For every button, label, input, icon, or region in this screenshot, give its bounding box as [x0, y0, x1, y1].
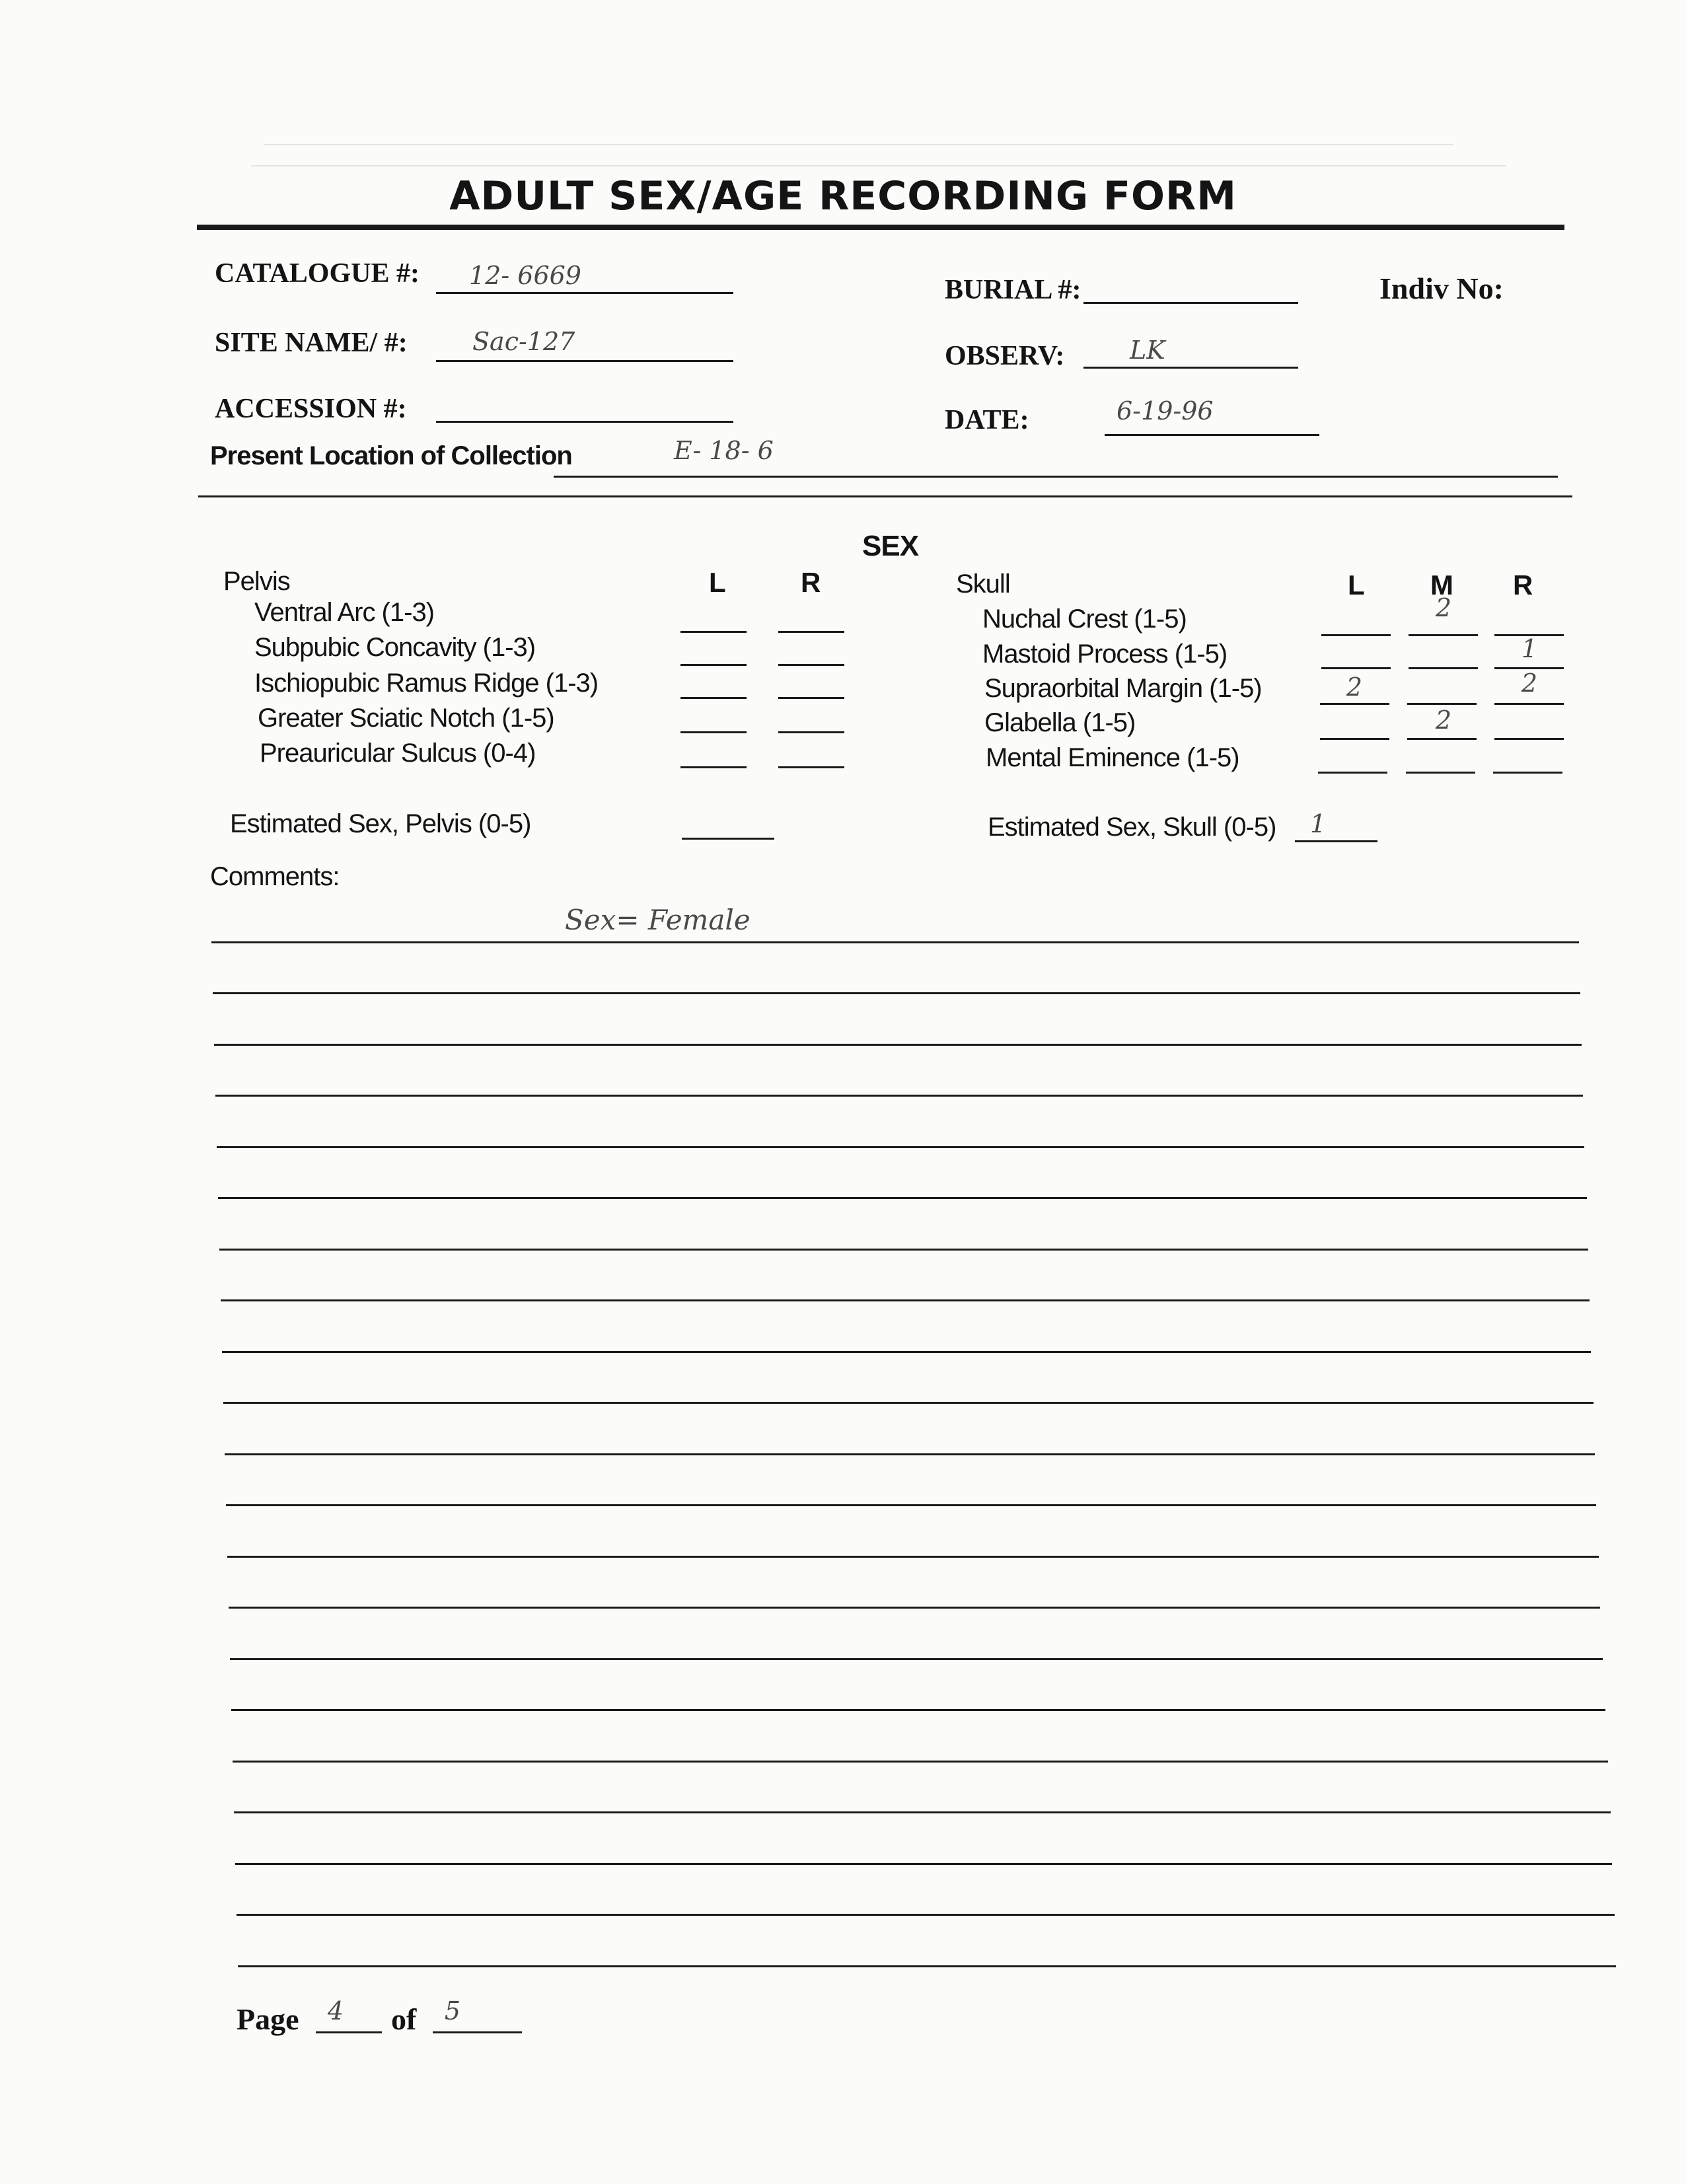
- pelvis-score-r[interactable]: [778, 631, 844, 633]
- indiv-label: Indiv No:: [1379, 272, 1504, 305]
- pelvis-score-l[interactable]: [680, 766, 747, 768]
- burial-field[interactable]: [1083, 302, 1298, 304]
- comment-line[interactable]: [222, 1351, 1591, 1353]
- skull-score-m[interactable]: [1407, 703, 1477, 705]
- total-field[interactable]: [433, 2031, 522, 2033]
- comment-line[interactable]: [226, 1504, 1596, 1506]
- skull-score-r[interactable]: [1493, 772, 1562, 774]
- comment-line[interactable]: [238, 1965, 1616, 1967]
- pelvis-score-r[interactable]: [778, 731, 844, 733]
- pelvis-score-l[interactable]: [680, 631, 747, 633]
- location-label: Present Location of Collection: [210, 441, 572, 470]
- accession-field[interactable]: [436, 421, 733, 423]
- comment-line[interactable]: [221, 1299, 1590, 1301]
- comment-line[interactable]: [223, 1402, 1594, 1404]
- comment-line[interactable]: [234, 1811, 1611, 1813]
- skull-estimated-label: Estimated Sex, Skull (0-5): [988, 813, 1276, 842]
- site-value: Sac-127: [472, 327, 575, 356]
- page-field[interactable]: [316, 2031, 382, 2033]
- comment-line[interactable]: [230, 1658, 1603, 1660]
- comment-line[interactable]: [213, 992, 1580, 994]
- skull-score-l[interactable]: [1320, 738, 1389, 740]
- skull-item-name: Mental Eminence (1-5): [986, 743, 1239, 772]
- accession-label: ACCESSION #:: [215, 394, 407, 424]
- comment-line[interactable]: [219, 1249, 1588, 1251]
- comment-line[interactable]: [233, 1761, 1608, 1763]
- pelvis-item-name: Subpubic Concavity (1-3): [254, 633, 536, 662]
- page-value: 4: [327, 1996, 344, 2025]
- skull-item-name: Nuchal Crest (1-5): [982, 604, 1187, 634]
- pelvis-estimated-label: Estimated Sex, Pelvis (0-5): [230, 809, 531, 838]
- pelvis-score-l[interactable]: [680, 697, 747, 699]
- pelvis-label: Pelvis: [223, 567, 290, 596]
- skull-item-name: Glabella (1-5): [984, 708, 1136, 737]
- comment-line[interactable]: [225, 1453, 1595, 1455]
- skull-score-l[interactable]: [1321, 634, 1391, 636]
- skull-item-name: Supraorbital Margin (1-5): [984, 674, 1262, 703]
- pelvis-score-l[interactable]: [680, 664, 747, 666]
- comments-label: Comments:: [210, 862, 340, 891]
- pelvis-score-r[interactable]: [778, 766, 844, 768]
- site-label: SITE NAME/ #:: [215, 328, 408, 358]
- comment-line[interactable]: [217, 1146, 1584, 1148]
- sex-heading: SEX: [862, 530, 919, 562]
- observ-label: OBSERV:: [945, 341, 1065, 371]
- pelvis-score-r[interactable]: [778, 697, 844, 699]
- comment-line[interactable]: [229, 1607, 1600, 1609]
- skull-value-m: 2: [1435, 706, 1452, 735]
- page-label: Page: [237, 2002, 299, 2036]
- catalogue-label: CATALOGUE #:: [215, 258, 420, 289]
- pelvis-score-r[interactable]: [778, 664, 844, 666]
- skull-col-l: L: [1348, 569, 1364, 601]
- site-field[interactable]: [436, 360, 733, 362]
- pelvis-item-name: Ischiopubic Ramus Ridge (1-3): [254, 669, 599, 698]
- skull-score-m[interactable]: [1409, 667, 1478, 669]
- catalogue-field[interactable]: [436, 292, 733, 294]
- skull-score-l[interactable]: [1320, 703, 1389, 705]
- pelvis-col-r: R: [801, 567, 821, 598]
- title-rule: [197, 225, 1564, 230]
- catalogue-value: 12- 6669: [469, 261, 581, 290]
- skull-value-r: 2: [1521, 669, 1538, 698]
- burial-label: BURIAL #:: [945, 275, 1081, 305]
- skull-score-r[interactable]: [1494, 703, 1564, 705]
- date-field[interactable]: [1105, 434, 1319, 436]
- skull-score-m[interactable]: [1409, 634, 1478, 636]
- skull-estimated-value: 1: [1309, 809, 1327, 838]
- header-rule: [198, 495, 1572, 497]
- comment-line[interactable]: [214, 1044, 1582, 1046]
- comment-line[interactable]: [227, 1556, 1599, 1558]
- pelvis-item-name: Greater Sciatic Notch (1-5): [258, 704, 554, 733]
- comments-first-line: Sex= Female: [565, 904, 751, 936]
- skull-score-l[interactable]: [1321, 667, 1391, 669]
- skull-score-l[interactable]: [1318, 772, 1387, 774]
- skull-label: Skull: [956, 569, 1010, 599]
- skull-score-m[interactable]: [1406, 772, 1475, 774]
- date-label: DATE:: [945, 405, 1029, 435]
- comment-line[interactable]: [231, 1709, 1605, 1711]
- pelvis-score-l[interactable]: [680, 731, 747, 733]
- date-value: 6-19-96: [1117, 396, 1214, 425]
- skull-value-m: 2: [1435, 593, 1452, 622]
- skull-value-r: 1: [1521, 634, 1538, 663]
- form-title: ADULT SEX/AGE RECORDING FORM: [449, 173, 1237, 219]
- skull-item-name: Mastoid Process (1-5): [982, 639, 1228, 669]
- comment-line[interactable]: [215, 1095, 1583, 1097]
- location-value: E- 18- 6: [674, 436, 774, 465]
- skull-score-r[interactable]: [1494, 738, 1564, 740]
- skull-score-m[interactable]: [1407, 738, 1477, 740]
- comment-line[interactable]: [218, 1197, 1587, 1199]
- skull-col-r: R: [1513, 569, 1533, 601]
- observ-value: LK: [1130, 336, 1165, 365]
- location-field[interactable]: [554, 476, 1558, 478]
- skull-estimated-field[interactable]: [1295, 840, 1377, 842]
- skull-col-m: M: [1430, 569, 1453, 601]
- comment-line[interactable]: [235, 1863, 1612, 1865]
- observ-field[interactable]: [1083, 367, 1298, 369]
- pelvis-item-name: Ventral Arc (1-3): [254, 598, 435, 627]
- comment-line[interactable]: [237, 1914, 1615, 1916]
- of-label: of: [391, 2002, 417, 2036]
- total-value: 5: [444, 1996, 461, 2025]
- pelvis-col-l: L: [709, 567, 725, 598]
- pelvis-estimated-field[interactable]: [682, 838, 774, 840]
- pelvis-item-name: Preauricular Sulcus (0-4): [260, 739, 536, 768]
- skull-value-l: 2: [1346, 673, 1363, 702]
- comment-line[interactable]: [211, 941, 1579, 943]
